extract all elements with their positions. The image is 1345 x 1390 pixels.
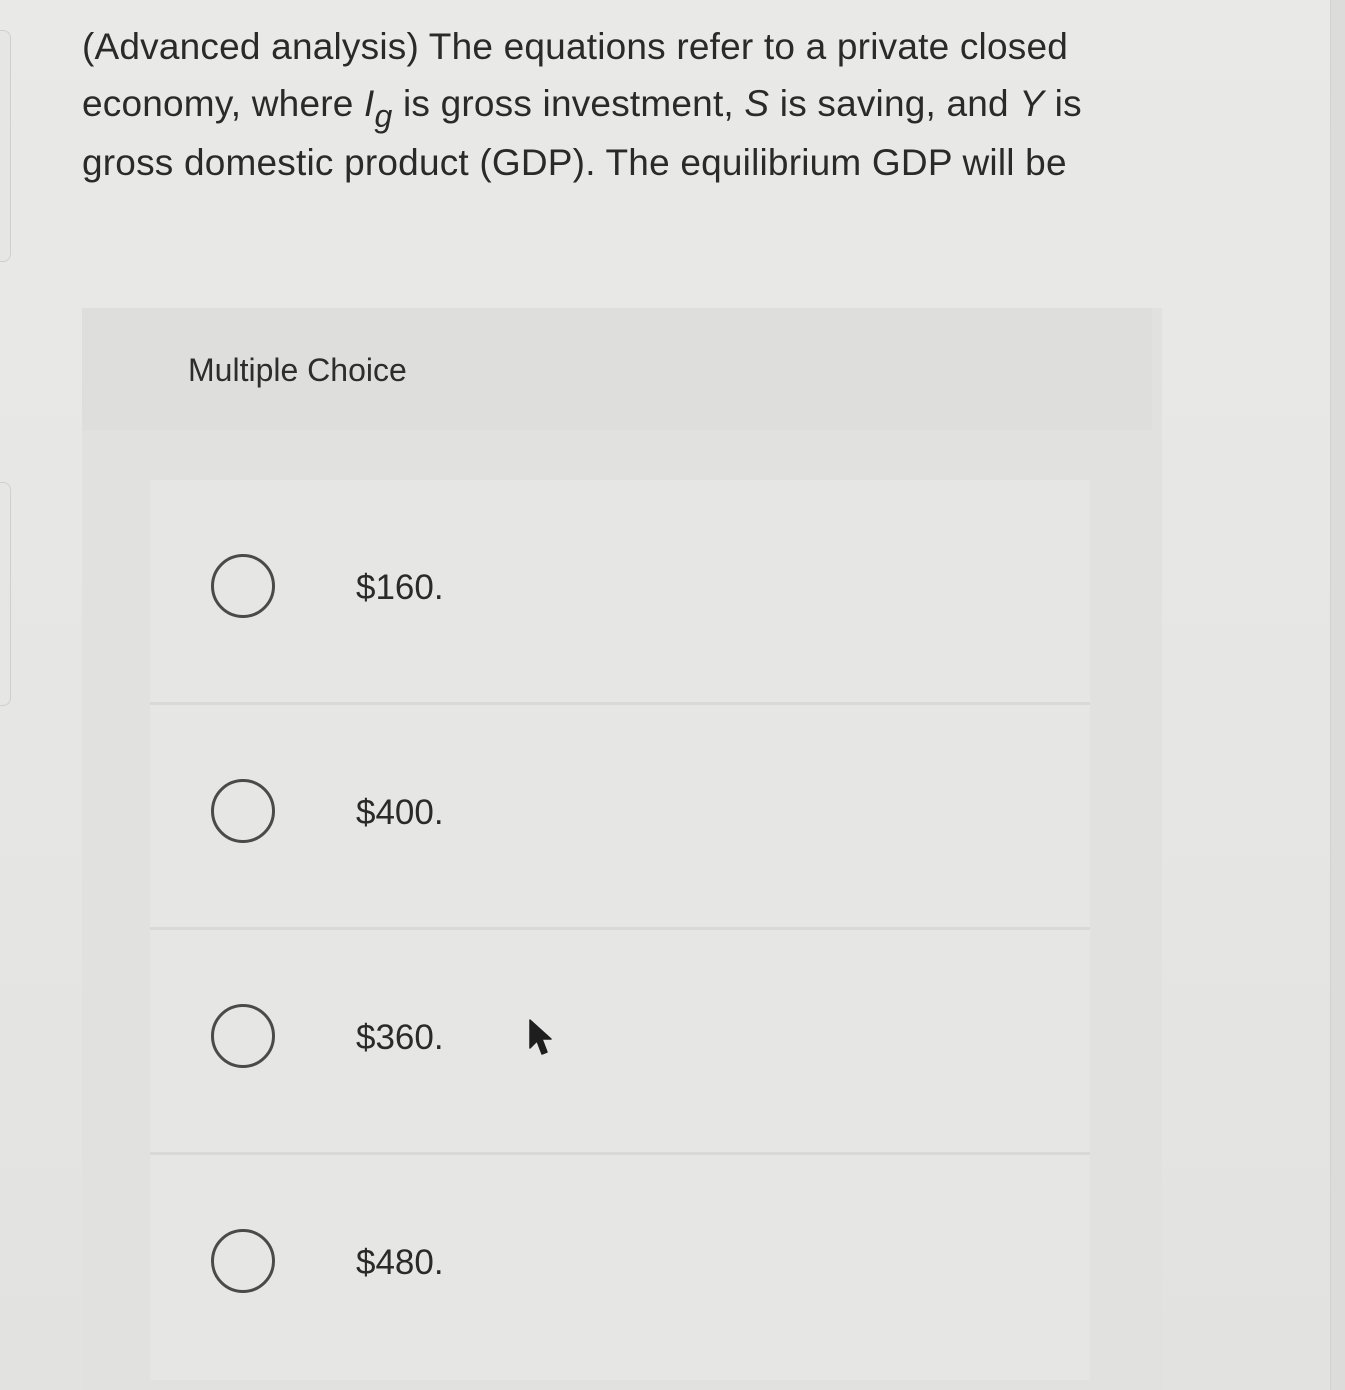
multiple-choice-header [82, 308, 1152, 430]
var-saving: S [744, 83, 770, 124]
left-edge-panel-tab [0, 30, 11, 262]
scrollbar[interactable] [1330, 0, 1345, 1390]
var-gdp: Y [1019, 83, 1045, 124]
answer-option-3[interactable] [150, 930, 1090, 1155]
answer-option-label[interactable]: $480. [356, 1243, 444, 1282]
answer-option-4[interactable] [150, 1155, 1090, 1380]
var-investment-subscript: g [374, 98, 393, 134]
radio-button-empty-icon[interactable] [211, 1229, 275, 1293]
radio-button-empty-icon[interactable] [211, 779, 275, 843]
question-line-2 [82, 75, 1142, 134]
question-text-segment: economy, where [82, 83, 364, 124]
question-text [82, 18, 1142, 191]
question-text-segment: is [1044, 83, 1082, 124]
radio-button-empty-icon[interactable] [211, 554, 275, 618]
answer-option-label[interactable]: $400. [356, 793, 444, 832]
question-line-1: (Advanced analysis) The equations refer to a private closed [82, 26, 1068, 67]
multiple-choice-title: Multiple Choice [188, 352, 407, 388]
radio-button-empty-icon[interactable] [211, 1004, 275, 1068]
left-edge-panel-tab [0, 482, 11, 706]
question-text-segment: is saving, and [769, 83, 1020, 124]
answer-option-label[interactable]: $360. [356, 1018, 444, 1057]
var-investment: I [364, 83, 375, 124]
mouse-pointer-icon [528, 1018, 554, 1058]
answer-option-2[interactable] [150, 705, 1090, 930]
question-text-segment: is gross investment, [392, 83, 745, 124]
answer-option-label[interactable]: $160. [356, 568, 444, 607]
multiple-choice-panel [82, 308, 1162, 1390]
answer-options [150, 480, 1090, 1380]
answer-option-1[interactable] [150, 480, 1090, 705]
question-line-3: gross domestic product (GDP). The equilibrium GDP will be [82, 142, 1067, 183]
